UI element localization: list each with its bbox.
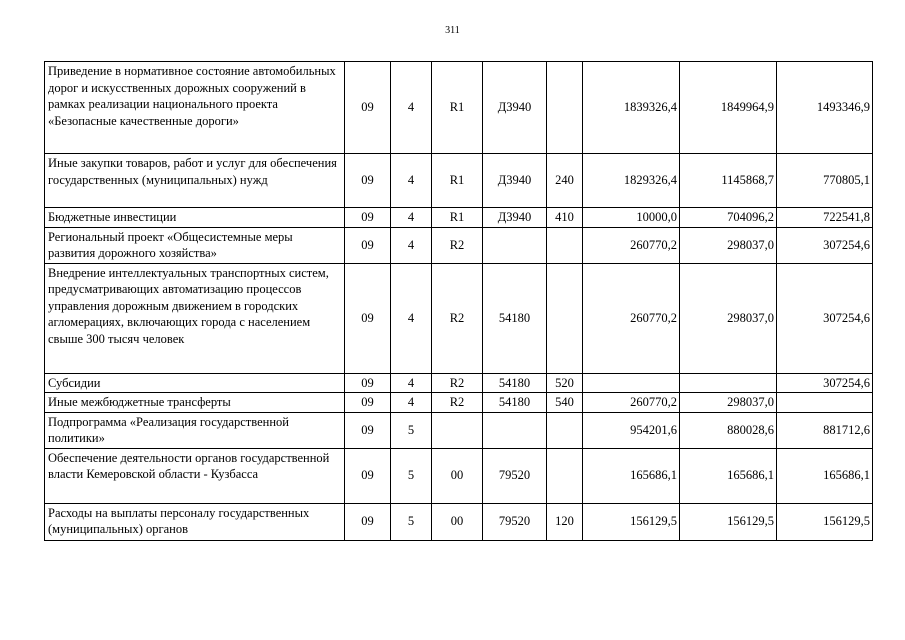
amount-year-3: 722541,8 bbox=[777, 208, 873, 228]
amount-year-2: 1849964,9 bbox=[680, 62, 777, 154]
subsection-code: 4 bbox=[391, 227, 432, 263]
table-row bbox=[45, 412, 873, 448]
amount-year-2: 704096,2 bbox=[680, 208, 777, 228]
direction-code: 54180 bbox=[483, 393, 547, 413]
table-row bbox=[45, 154, 873, 208]
subsection-code: 4 bbox=[391, 393, 432, 413]
program-code: R2 bbox=[432, 227, 483, 263]
row-description: Подпрограмма «Реализация государственной политики» bbox=[45, 412, 345, 448]
amount-year-2 bbox=[680, 373, 777, 393]
table-row bbox=[45, 503, 873, 540]
program-code: R2 bbox=[432, 263, 483, 373]
subsection-code: 4 bbox=[391, 373, 432, 393]
row-description: Субсидии bbox=[45, 373, 345, 393]
amount-year-2: 298037,0 bbox=[680, 393, 777, 413]
section-code: 09 bbox=[345, 412, 391, 448]
row-description: Расходы на выплаты персоналу государственных (муниципальных) органов bbox=[45, 503, 345, 540]
table-row bbox=[45, 373, 873, 393]
row-description: Приведение в нормативное состояние автомобильных дорог и искусственных дорожных сооружений в рамках реализации национального проекта «Безопасные качественные дороги» bbox=[45, 62, 345, 154]
subsection-code: 5 bbox=[391, 503, 432, 540]
amount-year-3: 307254,6 bbox=[777, 227, 873, 263]
amount-year-2: 298037,0 bbox=[680, 263, 777, 373]
amount-year-3: 881712,6 bbox=[777, 412, 873, 448]
expense-type-code bbox=[547, 448, 583, 503]
direction-code: 54180 bbox=[483, 373, 547, 393]
expense-type-code bbox=[547, 412, 583, 448]
subsection-code: 5 bbox=[391, 412, 432, 448]
amount-year-2: 165686,1 bbox=[680, 448, 777, 503]
subsection-code: 4 bbox=[391, 263, 432, 373]
row-description: Внедрение интеллектуальных транспортных систем, предусматривающих автоматизацию процессов управления дорожным движением в городских агломерациях, включающих города с населением свыше 300 тысяч человек bbox=[45, 263, 345, 373]
expense-type-code: 520 bbox=[547, 373, 583, 393]
expense-type-code bbox=[547, 263, 583, 373]
program-code: R2 bbox=[432, 373, 483, 393]
program-code bbox=[432, 412, 483, 448]
section-code: 09 bbox=[345, 208, 391, 228]
amount-year-3: 165686,1 bbox=[777, 448, 873, 503]
amount-year-2: 880028,6 bbox=[680, 412, 777, 448]
expense-type-code bbox=[547, 62, 583, 154]
amount-year-3: 1493346,9 bbox=[777, 62, 873, 154]
program-code: R1 bbox=[432, 62, 483, 154]
amount-year-3: 307254,6 bbox=[777, 373, 873, 393]
amount-year-2: 298037,0 bbox=[680, 227, 777, 263]
expense-type-code bbox=[547, 227, 583, 263]
row-description: Бюджетные инвестиции bbox=[45, 208, 345, 228]
amount-year-1: 1839326,4 bbox=[583, 62, 680, 154]
table-row bbox=[45, 208, 873, 228]
row-description: Иные закупки товаров, работ и услуг для обеспечения государственных (муниципальных) нужд bbox=[45, 154, 345, 208]
section-code: 09 bbox=[345, 227, 391, 263]
amount-year-1: 1829326,4 bbox=[583, 154, 680, 208]
direction-code: 79520 bbox=[483, 503, 547, 540]
row-description: Региональный проект «Общесистемные меры развития дорожного хозяйства» bbox=[45, 227, 345, 263]
expense-type-code: 240 bbox=[547, 154, 583, 208]
table-row bbox=[45, 263, 873, 373]
direction-code: Д3940 bbox=[483, 154, 547, 208]
amount-year-1 bbox=[583, 373, 680, 393]
amount-year-1: 260770,2 bbox=[583, 227, 680, 263]
program-code: R1 bbox=[432, 208, 483, 228]
budget-table bbox=[44, 61, 873, 541]
section-code: 09 bbox=[345, 373, 391, 393]
amount-year-2: 156129,5 bbox=[680, 503, 777, 540]
amount-year-1: 156129,5 bbox=[583, 503, 680, 540]
expense-type-code: 540 bbox=[547, 393, 583, 413]
section-code: 09 bbox=[345, 62, 391, 154]
program-code: 00 bbox=[432, 503, 483, 540]
amount-year-1: 165686,1 bbox=[583, 448, 680, 503]
amount-year-3 bbox=[777, 393, 873, 413]
section-code: 09 bbox=[345, 503, 391, 540]
expense-type-code: 120 bbox=[547, 503, 583, 540]
expense-type-code: 410 bbox=[547, 208, 583, 228]
section-code: 09 bbox=[345, 263, 391, 373]
amount-year-1: 10000,0 bbox=[583, 208, 680, 228]
table-row bbox=[45, 62, 873, 154]
direction-code bbox=[483, 412, 547, 448]
program-code: R1 bbox=[432, 154, 483, 208]
table-row bbox=[45, 448, 873, 503]
table-row bbox=[45, 393, 873, 413]
direction-code: 54180 bbox=[483, 263, 547, 373]
amount-year-3: 307254,6 bbox=[777, 263, 873, 373]
subsection-code: 4 bbox=[391, 154, 432, 208]
amount-year-1: 954201,6 bbox=[583, 412, 680, 448]
amount-year-1: 260770,2 bbox=[583, 263, 680, 373]
amount-year-1: 260770,2 bbox=[583, 393, 680, 413]
subsection-code: 4 bbox=[391, 208, 432, 228]
direction-code: Д3940 bbox=[483, 62, 547, 154]
direction-code bbox=[483, 227, 547, 263]
amount-year-3: 770805,1 bbox=[777, 154, 873, 208]
row-description: Обеспечение деятельности органов государственной власти Кемеровской области - Кузбасса bbox=[45, 448, 345, 503]
subsection-code: 4 bbox=[391, 62, 432, 154]
program-code: R2 bbox=[432, 393, 483, 413]
section-code: 09 bbox=[345, 448, 391, 503]
row-description: Иные межбюджетные трансферты bbox=[45, 393, 345, 413]
program-code: 00 bbox=[432, 448, 483, 503]
table-row bbox=[45, 227, 873, 263]
section-code: 09 bbox=[345, 393, 391, 413]
direction-code: Д3940 bbox=[483, 208, 547, 228]
page-number: 311 bbox=[445, 25, 460, 36]
section-code: 09 bbox=[345, 154, 391, 208]
subsection-code: 5 bbox=[391, 448, 432, 503]
amount-year-2: 1145868,7 bbox=[680, 154, 777, 208]
direction-code: 79520 bbox=[483, 448, 547, 503]
amount-year-3: 156129,5 bbox=[777, 503, 873, 540]
